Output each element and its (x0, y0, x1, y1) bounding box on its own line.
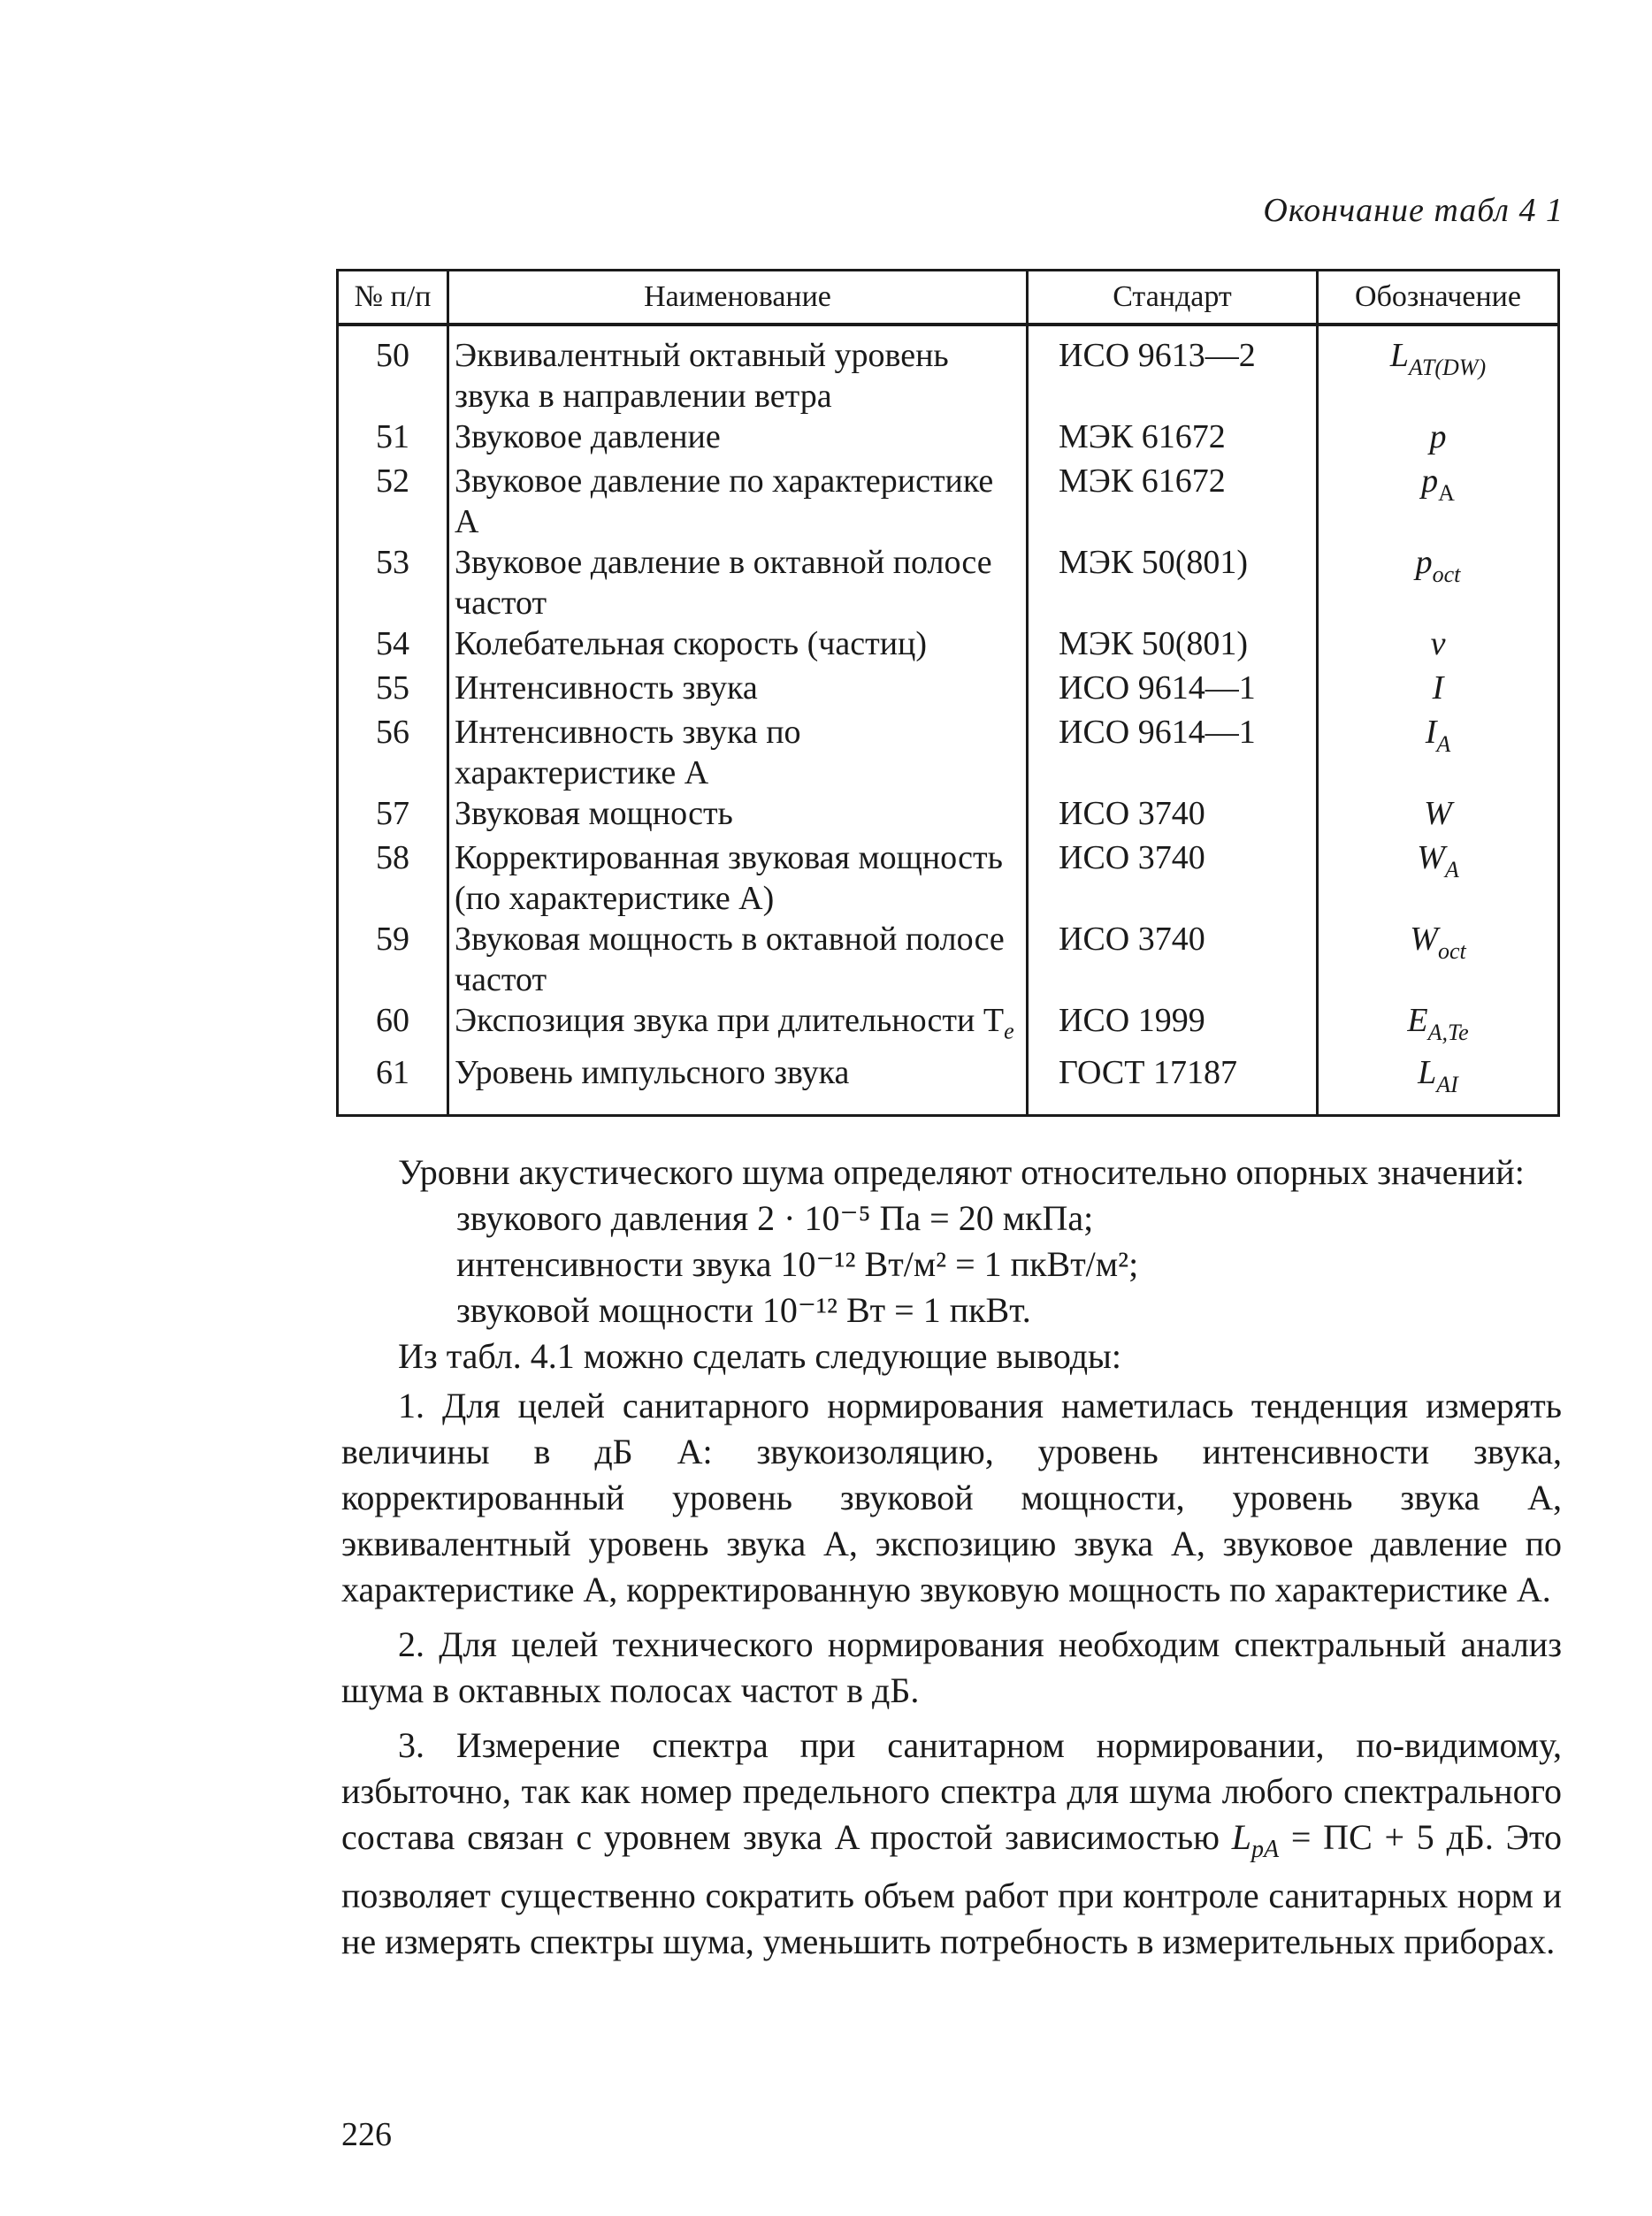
header-symbol: Обозначение (1318, 271, 1559, 325)
symbol-glyph (1418, 1052, 1458, 1097)
row-name-text: Экспозиция звука при длительности T (455, 1002, 1005, 1039)
symbol-subscript: oct (1432, 562, 1461, 587)
table-row (338, 837, 1559, 919)
row-symbol (1318, 1052, 1559, 1116)
reference-intensity: интенсивности звука 10⁻¹² Вт/м² = 1 пкВт/м²; (456, 1244, 1139, 1284)
row-symbol (1318, 668, 1559, 712)
table-row (338, 325, 1559, 416)
row-number: 55 (338, 668, 448, 712)
table-row (338, 1052, 1559, 1116)
symbol-main: p (1421, 462, 1439, 500)
row-standard: ИСО 9613—2 (1028, 325, 1318, 416)
row-name-text: Интенсивность звука (455, 669, 758, 707)
reference-power: звуковой мощности 10⁻¹² Вт = 1 пкВт. (456, 1290, 1031, 1330)
row-number: 57 (338, 793, 448, 837)
row-number: 53 (338, 542, 448, 623)
table-row (338, 461, 1559, 542)
symbol-glyph (1430, 416, 1447, 461)
symbol-subscript: AI (1436, 1071, 1458, 1097)
conclusion-item-3 (341, 1723, 1562, 1965)
standards-table (336, 269, 1560, 1117)
conclusion-item-2: 2. Для целей технического нормирования необходим спектральный анализ шума в октавных полосах частот в дБ. (341, 1624, 1562, 1710)
symbol-glyph (1426, 712, 1451, 756)
header-name: Наименование (448, 271, 1028, 325)
symbol-main: v (1430, 625, 1446, 662)
row-number: 60 (338, 1000, 448, 1052)
symbol-main: p (1429, 418, 1447, 455)
formula-symbol: L (1231, 1817, 1251, 1857)
intro-paragraph: Уровни акустического шума определяют относительно опорных значений: (398, 1152, 1525, 1192)
row-name-text: Эквивалентный октавный уровень звука в направлении ветра (455, 337, 949, 415)
row-symbol (1318, 919, 1559, 1000)
row-number: 59 (338, 919, 448, 1000)
symbol-main: W (1410, 921, 1438, 958)
row-number: 61 (338, 1052, 448, 1116)
header-number: № п/п (338, 271, 448, 325)
symbol-subscript: AT(DW) (1409, 355, 1487, 380)
reference-pressure: звукового давления 2 · 10⁻⁵ Па = 20 мкПа; (456, 1198, 1094, 1238)
table-row (338, 623, 1559, 668)
row-number: 58 (338, 837, 448, 919)
row-name (448, 1000, 1028, 1052)
row-symbol (1318, 461, 1559, 542)
row-symbol (1318, 837, 1559, 919)
row-symbol (1318, 325, 1559, 416)
symbol-main: L (1418, 1053, 1437, 1091)
row-standard: МЭК 50(801) (1028, 623, 1318, 668)
page-number: 226 (341, 2116, 392, 2153)
row-name (448, 416, 1028, 461)
row-name-text: Корректированная звуковая мощность (по характеристике A) (455, 839, 1003, 917)
symbol-glyph (1407, 1000, 1468, 1044)
symbol-glyph (1390, 335, 1486, 379)
symbol-subscript: A (1438, 480, 1455, 506)
row-number: 51 (338, 416, 448, 461)
row-number: 52 (338, 461, 448, 542)
table-caption: Окончание табл 4 1 (1263, 192, 1564, 229)
table-row (338, 919, 1559, 1000)
conclusion-item-1: 1. Для целей санитарного нормирования наметилась тенденция измерять величины в дБ A: звукоизоляцию, уровень интенсивности звука, корректированный уровень звуковой мощности, уровень звука A, эквивалентный уровень звука A, экспозицию звука A, звуковое давление по характеристике A, корректированную звуковую мощность по характеристике A. (341, 1386, 1562, 1609)
row-name (448, 1052, 1028, 1116)
header-standard: Стандарт (1028, 271, 1318, 325)
row-symbol (1318, 793, 1559, 837)
row-name (448, 837, 1028, 919)
symbol-main: W (1424, 795, 1452, 832)
symbol-main: I (1432, 669, 1444, 707)
row-name-text: Звуковое давлениe в октавной полосе частот (455, 544, 992, 622)
row-name (448, 668, 1028, 712)
row-number: 50 (338, 325, 448, 416)
symbol-main: I (1425, 714, 1437, 751)
row-name-text: Звуковое давление по характеристике A (455, 462, 994, 540)
row-number: 54 (338, 623, 448, 668)
symbol-main: E (1407, 1002, 1428, 1039)
row-standard: ИСО 1999 (1028, 1000, 1318, 1052)
row-symbol (1318, 1000, 1559, 1052)
table-row (338, 793, 1559, 837)
symbol-glyph (1410, 919, 1465, 963)
row-standard: ИСО 3740 (1028, 793, 1318, 837)
row-name (448, 325, 1028, 416)
row-standard: МЭК 50(801) (1028, 542, 1318, 623)
row-name (448, 712, 1028, 793)
symbol-subscript: A,Te (1427, 1020, 1469, 1045)
row-name-text: Уровень импульсного звука (455, 1053, 850, 1091)
row-symbol (1318, 542, 1559, 623)
table-row (338, 1000, 1559, 1052)
row-number: 56 (338, 712, 448, 793)
table-row (338, 416, 1559, 461)
row-name (448, 793, 1028, 837)
row-name-text: Звуковая мощность в октавной полосе частот (455, 921, 1005, 998)
symbol-subscript: A (1436, 731, 1451, 757)
row-name-text: Колебательная скорость (частиц) (455, 625, 928, 662)
table-row (338, 712, 1559, 793)
row-symbol (1318, 623, 1559, 668)
row-standard: ИСО 3740 (1028, 837, 1318, 919)
symbol-glyph (1431, 623, 1446, 668)
symbol-glyph (1421, 461, 1455, 505)
row-name-text: Звуковое давление (455, 418, 721, 455)
formula-subscript: pA (1251, 1836, 1280, 1863)
row-standard: ИСО 9614—1 (1028, 668, 1318, 712)
symbol-main: L (1389, 337, 1409, 374)
symbol-subscript: A (1444, 857, 1459, 883)
row-name (448, 542, 1028, 623)
row-name (448, 461, 1028, 542)
row-name-text: Интенсивность звука по характеристике A (455, 714, 801, 791)
table-row (338, 668, 1559, 712)
row-name (448, 623, 1028, 668)
row-name (448, 919, 1028, 1000)
row-name-subscript: e (1004, 1018, 1014, 1044)
symbol-glyph (1433, 668, 1444, 712)
symbol-glyph (1417, 837, 1459, 882)
row-name-text: Звуковая мощность (455, 795, 733, 832)
table-header-row (338, 271, 1559, 325)
conclusion-item-3-part2: = ПС + 5 дБ. Это позволяет существенно сократить объем работ при контроле санитарных норм и не измерять спектры шума, уменьшить потребность в измерительных приборах. (341, 1817, 1562, 1961)
symbol-glyph (1424, 793, 1452, 837)
row-standard: МЭК 61672 (1028, 416, 1318, 461)
conclusion-item-3-part1: 3. Измерение спектра при санитарном нормировании, по-видимому, избыточно, так как номер предельного спектра для шума любого спектрального состава связан с уровнем звука A простой зависимостью (341, 1725, 1562, 1857)
main-text (341, 1150, 1562, 1965)
symbol-main: W (1417, 839, 1445, 876)
table-row (338, 542, 1559, 623)
symbol-subscript: oct (1437, 938, 1466, 964)
row-symbol (1318, 712, 1559, 793)
row-standard: ИСО 3740 (1028, 919, 1318, 1000)
row-symbol (1318, 416, 1559, 461)
symbol-main: p (1415, 544, 1433, 581)
symbol-glyph (1416, 542, 1461, 586)
row-standard: МЭК 61672 (1028, 461, 1318, 542)
row-standard: ИСО 9614—1 (1028, 712, 1318, 793)
conclusions-intro: Из табл. 4.1 можно сделать следующие выводы: (398, 1336, 1122, 1376)
row-standard: ГОСТ 17187 (1028, 1052, 1318, 1116)
